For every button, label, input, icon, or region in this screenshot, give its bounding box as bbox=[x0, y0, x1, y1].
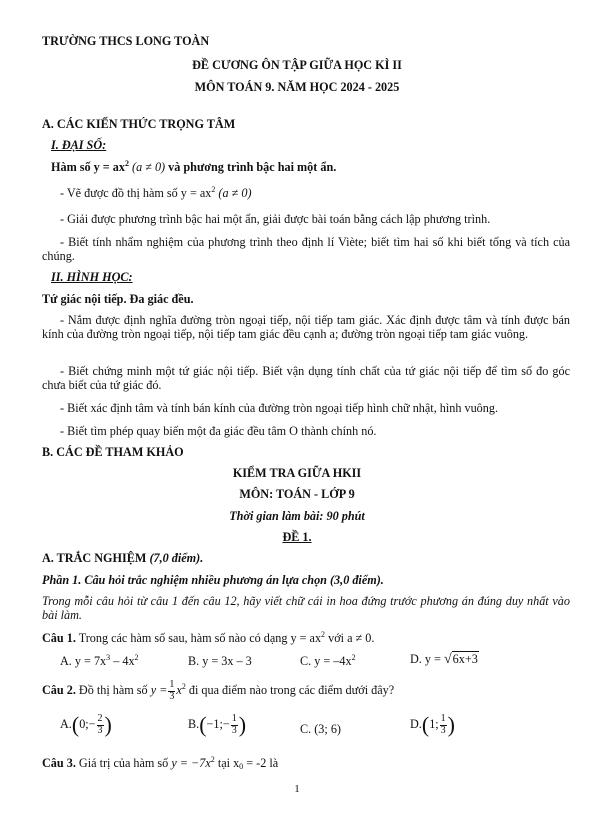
fraction-denominator: 3 bbox=[440, 724, 446, 736]
algebra-topic bbox=[51, 160, 336, 174]
question-3-tail: = -2 là bbox=[246, 756, 279, 770]
fraction-denominator: 3 bbox=[169, 690, 175, 702]
question-1-option-a[interactable] bbox=[60, 654, 139, 668]
option-b-text: y = 3x – 3 bbox=[202, 654, 252, 668]
question-1-option-d[interactable] bbox=[410, 652, 479, 669]
option-a-part1: y = 7x bbox=[74, 654, 107, 668]
option-c-text: y = –4x bbox=[314, 654, 352, 668]
section-a-heading: A. CÁC KIẾN THỨC TRỌNG TÂM bbox=[42, 117, 236, 131]
algebra-item-1-prefix: - Vẽ được đồ thị hàm số y = ax bbox=[60, 186, 212, 200]
option-a-exp1: 3 bbox=[106, 653, 111, 662]
school-name: TRƯỜNG THCS LONG TOÀN bbox=[42, 34, 210, 48]
question-3 bbox=[42, 756, 278, 770]
geometry-topic: Tứ giác nội tiếp. Đa giác đều. bbox=[42, 292, 194, 306]
right-paren: ) bbox=[238, 712, 247, 737]
question-3-mid: tại x bbox=[217, 756, 240, 770]
algebra-topic-prefix: Hàm số y = ax bbox=[51, 160, 125, 174]
option-a-fraction bbox=[97, 714, 104, 736]
question-1-option-c[interactable] bbox=[300, 654, 356, 668]
part1-instruction: Trong mỗi câu hỏi từ câu 1 đến câu 12, hãy viết chữ cái in hoa đứng trước phương án đúng duy nhất vào bài làm. bbox=[42, 594, 570, 623]
option-label: B. bbox=[188, 654, 200, 668]
option-d-text: y = bbox=[424, 652, 444, 666]
left-paren: ( bbox=[71, 712, 80, 737]
question-2-exp: 2 bbox=[181, 681, 186, 691]
option-label: C. bbox=[300, 654, 312, 668]
geometry-item-1 bbox=[42, 313, 570, 342]
option-d-radicand: 6x+3 bbox=[452, 652, 478, 666]
question-3-sub: 0 bbox=[239, 762, 244, 771]
question-2-tail: đi qua điểm nào trong các điểm dưới đây? bbox=[188, 682, 395, 697]
question-2-text: Đồ thị hàm số bbox=[78, 682, 148, 697]
algebra-topic-cond: (a ≠ 0) bbox=[132, 160, 166, 174]
option-label: B. bbox=[188, 716, 200, 731]
fraction-numerator: 2 bbox=[97, 713, 103, 724]
geometry-item-1-text: - Nắm được định nghĩa đường tròn ngoại tiếp, nội tiếp tam giác. Xác định được tâm và tính được bán kính của đường tròn ngoại tiếp, nội tiếp tam giác đều cạnh a; đường tròn ngoại tiếp tam giác vuông. bbox=[42, 313, 570, 342]
option-label: D. bbox=[410, 716, 422, 731]
geometry-item-4: - Biết tìm phép quay biến một đa giác đều tâm O thành chính nó. bbox=[60, 424, 377, 438]
fraction-numerator: 1 bbox=[169, 679, 175, 690]
exam-number: ĐỀ 1. bbox=[282, 530, 312, 544]
question-2-option-c[interactable] bbox=[300, 722, 341, 736]
option-c-exp: 2 bbox=[351, 653, 356, 662]
quiz-part-points: (7,0 điểm). bbox=[149, 551, 204, 565]
exam-title: KIỂM TRA GIỮA HKII bbox=[232, 466, 362, 480]
quiz-part-heading-text: A. TRẮC NGHIỆM bbox=[42, 551, 147, 565]
question-1-option-b[interactable] bbox=[188, 654, 252, 668]
question-1-label: Câu 1. bbox=[42, 631, 76, 645]
option-a-part2: – 4x bbox=[110, 654, 135, 668]
option-b-fraction bbox=[231, 714, 238, 736]
fraction-denominator: 3 bbox=[97, 724, 103, 736]
question-2-fraction bbox=[168, 680, 175, 702]
left-paren: ( bbox=[421, 712, 430, 737]
quiz-part-heading bbox=[42, 551, 203, 565]
question-1 bbox=[42, 631, 374, 645]
question-3-exp: 2 bbox=[210, 755, 215, 764]
question-2-var: x bbox=[176, 682, 182, 697]
question-2 bbox=[42, 680, 394, 702]
question-2-option-a[interactable] bbox=[60, 714, 112, 736]
option-label: D. bbox=[410, 652, 422, 666]
geometry-heading: II. HÌNH HỌC: bbox=[51, 270, 133, 284]
question-3-label: Câu 3. bbox=[42, 756, 76, 770]
sqrt-sign: √ bbox=[443, 652, 452, 667]
algebra-heading: I. ĐẠI SỐ: bbox=[51, 138, 107, 152]
fraction-numerator: 1 bbox=[231, 713, 237, 724]
option-c-text: (3; 6) bbox=[314, 722, 341, 736]
left-paren: ( bbox=[199, 712, 207, 737]
exam-subject: MÔN: TOÁN - LỚP 9 bbox=[239, 487, 355, 501]
page-number: 1 bbox=[294, 783, 300, 795]
option-d-fraction bbox=[440, 714, 447, 736]
algebra-topic-suffix: và phương trình bậc hai một ẩn. bbox=[168, 160, 337, 174]
fraction-numerator: 1 bbox=[440, 713, 446, 724]
right-paren: ) bbox=[447, 712, 455, 737]
fraction-denominator: 3 bbox=[231, 724, 237, 736]
question-1-exp: 2 bbox=[321, 630, 326, 639]
geometry-item-2-text: - Biết chứng minh một tứ giác nội tiếp. Biết vận dụng tính chất của tứ giác nội tiếp để tìm số đo góc chưa biết của tứ giác đó. bbox=[42, 364, 570, 393]
section-b-heading: B. CÁC ĐỀ THAM KHẢO bbox=[42, 445, 184, 459]
algebra-item-1-exp: 2 bbox=[211, 185, 216, 194]
question-1-tail: với a ≠ 0. bbox=[328, 631, 375, 645]
question-2-option-d[interactable] bbox=[410, 714, 455, 736]
question-3-func: y = −7x bbox=[171, 756, 211, 770]
question-3-text: Giá trị của hàm số bbox=[78, 756, 169, 770]
option-label: C. bbox=[300, 722, 312, 736]
exam-time: Thời gian làm bài: 90 phút bbox=[229, 509, 365, 523]
document-title: ĐỀ CƯƠNG ÔN TẬP GIỮA HỌC KÌ II bbox=[192, 58, 402, 72]
part1-heading: Phần 1. Câu hỏi trắc nghiệm nhiều phương án lựa chọn (3,0 điểm). bbox=[42, 573, 384, 587]
question-2-option-b[interactable] bbox=[188, 714, 246, 736]
geometry-item-2 bbox=[42, 364, 570, 393]
right-paren: ) bbox=[104, 712, 112, 737]
option-label: A. bbox=[60, 716, 72, 731]
algebra-item-2: - Giải được phương trình bậc hai một ẩn, giải được bài toán bằng cách lập phương trình. bbox=[60, 212, 491, 226]
question-2-label: Câu 2. bbox=[42, 682, 76, 697]
option-a-exp2: 2 bbox=[134, 653, 139, 662]
geometry-item-3: - Biết xác định tâm và tính bán kính của đường tròn ngoại tiếp hình chữ nhật, hình vuông. bbox=[60, 401, 499, 415]
option-label: A. bbox=[60, 654, 72, 668]
algebra-item-3-text: - Biết tính nhẩm nghiệm của phương trình theo định lí Viète; biết tìm hai số khi biết tổng và tích của chúng. bbox=[42, 235, 570, 264]
algebra-item-1-cond: (a ≠ 0) bbox=[218, 186, 252, 200]
option-b-coord: −1;− bbox=[206, 716, 230, 731]
document-subtitle: MÔN TOÁN 9. NĂM HỌC 2024 - 2025 bbox=[194, 80, 400, 94]
question-2-func: y = bbox=[150, 682, 168, 697]
algebra-item-3 bbox=[42, 235, 570, 264]
algebra-item-1 bbox=[60, 186, 252, 200]
algebra-topic-exp: 2 bbox=[124, 159, 129, 168]
option-a-coord: 0;− bbox=[79, 716, 96, 731]
option-d-coord: 1; bbox=[429, 716, 439, 731]
question-1-text: Trong các hàm số sau, hàm số nào có dạng y = ax bbox=[78, 631, 322, 645]
